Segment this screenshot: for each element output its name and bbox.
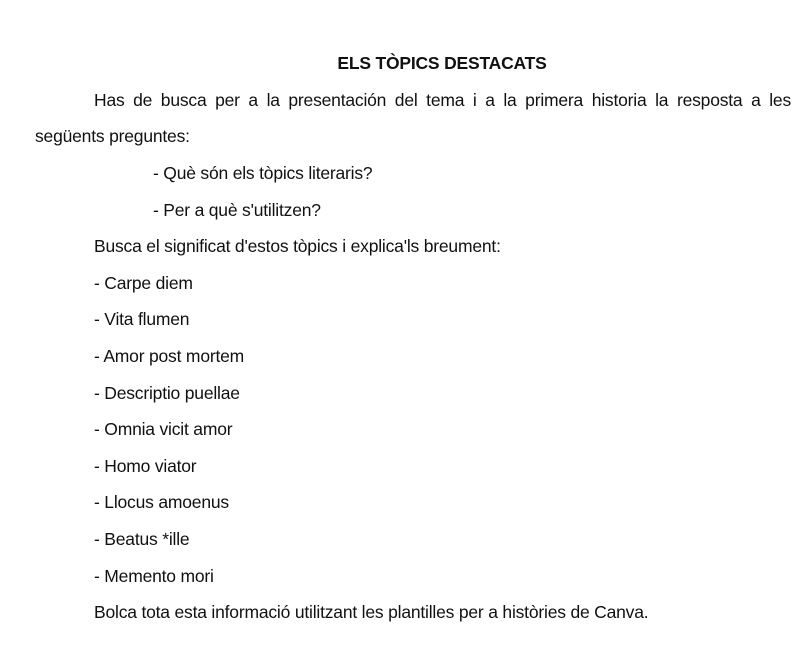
topic-item: - Memento mori [94, 566, 214, 586]
document-title: ELS TÒPICS DESTACATS [337, 53, 547, 73]
topic-item: - Amor post mortem [94, 346, 245, 366]
instruction-text: Busca el significat d'estos tòpics i explica'ls breument: [94, 236, 501, 256]
closing-instruction: Bolca tota esta informació utilitzant les plantilles per a històries de Canva. [94, 602, 649, 622]
topic-item: - Vita flumen [94, 309, 190, 329]
topic-item: - Carpe diem [94, 273, 193, 293]
question-item: - Per a què s'utilitzen? [153, 200, 321, 220]
topic-item: - Llocus amoenus [94, 492, 229, 512]
topic-item: - Beatus *ille [94, 529, 190, 549]
topic-item: - Omnia vicit amor [94, 419, 233, 439]
intro-paragraph-line-1: Has de busca per a la presentación del tema i a la primera historia la resposta a les [94, 90, 791, 110]
intro-paragraph-line-2: següents preguntes: [35, 126, 190, 146]
topic-item: - Homo viator [94, 456, 197, 476]
question-item: - Què són els tòpics literaris? [153, 163, 373, 183]
topic-item: - Descriptio puellae [94, 383, 240, 403]
